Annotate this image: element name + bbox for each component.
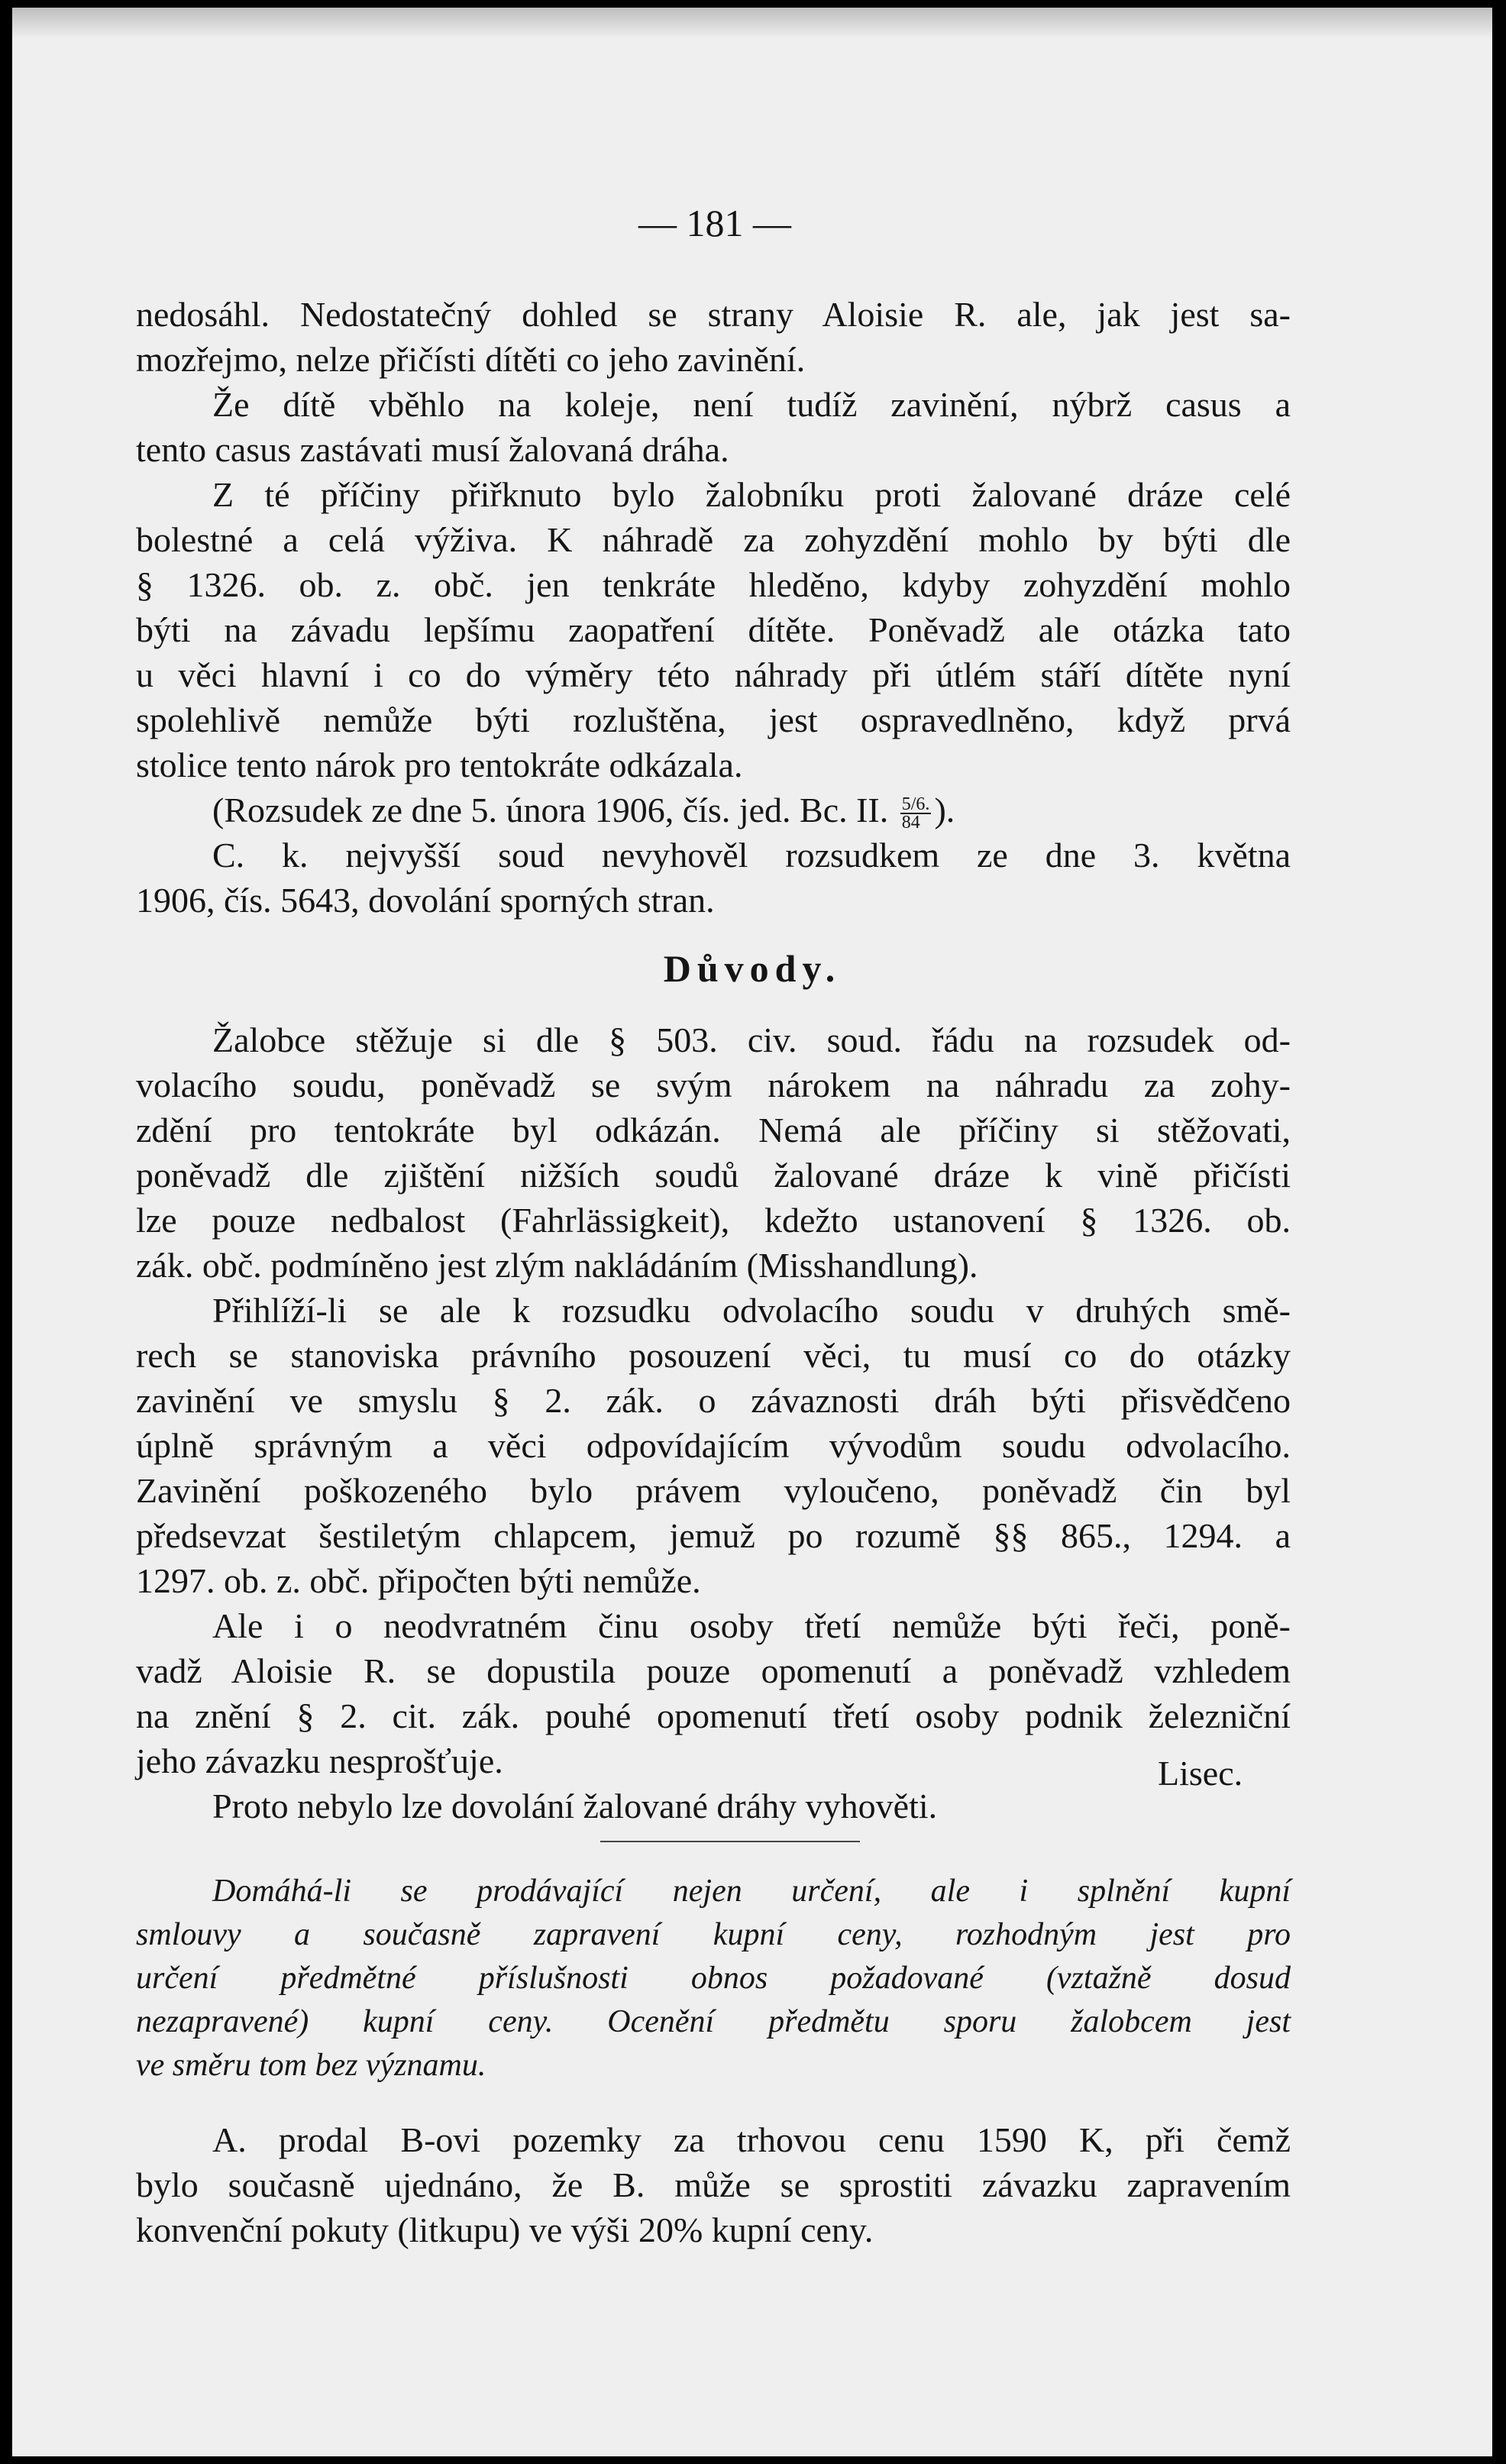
section-divider	[600, 1841, 860, 1842]
text-line: Z té příčiny přiřknuto bylo žalobníku proti žalované dráze celé	[212, 475, 1291, 514]
text-line: úplně správným a věci odpovídajícím vývodům soudu odvolacího.	[136, 1426, 1291, 1465]
text-line: zdění pro tentokráte byl odkázán. Nemá ale příčiny si stěžovati,	[136, 1111, 1291, 1150]
headnote-line: Domáhá-li se prodávající nejen určení, ale i splnění kupní	[212, 1874, 1291, 1909]
text-line: tento casus zastávati musí žalovaná dráha.	[136, 430, 729, 469]
headnote-line: určení předmětné příslušnosti obnos požadované (vztažně dosud	[136, 1961, 1291, 1996]
text-line: vadž Aloisie R. se dopustila pouze opomenutí a poněvadž vzhledem	[136, 1651, 1291, 1690]
fraction-numerator: 5/6.	[901, 794, 930, 815]
signature: Lisec.	[1158, 1754, 1243, 1793]
text-line: na znění § 2. cit. zák. pouhé opomenutí třetí osoby podnik železniční	[136, 1696, 1291, 1735]
text-line: 1906, čís. 5643, dovolání sporných stran.	[136, 881, 715, 920]
text-line: spolehlivě nemůže býti rozluštěna, jest ospravedlněno, když prvá	[136, 700, 1291, 739]
page-number: — 181 —	[638, 202, 791, 244]
text-line: zák. obč. podmíněno jest zlým nakládáním (Misshandlung).	[136, 1246, 978, 1285]
text-line: mozřejmo, nelze přičísti dítěti co jeho zavinění.	[136, 340, 806, 379]
text-line: 1297. ob. z. obč. připočten býti nemůže.	[136, 1561, 701, 1600]
text-line: Žalobce stěžuje si dle § 503. civ. soud. řádu na rozsudek od-	[212, 1020, 1291, 1059]
text-line: předsevzat šestiletým chlapcem, jemuž po rozumě §§ 865., 1294. a	[136, 1516, 1291, 1555]
text-line: býti na závadu lepšímu zaopatření dítěte. Poněvadž ale otázka tato	[136, 610, 1291, 649]
headnote-line: ve směru tom bez významu.	[136, 2048, 486, 2083]
text-line: Proto nebylo lze dovolání žalované dráhy vyhověti.	[212, 1787, 938, 1825]
text-line: u věci hlavní i co do výměry této náhrady při útlém stáří dítěte nyní	[136, 655, 1291, 694]
text-line: konvenční pokuty (litkupu) ve výši 20% kupní ceny.	[136, 2210, 874, 2249]
text-line: A. prodal B-ovi pozemky za trhovou cenu 1590 K, při čemž	[212, 2120, 1291, 2159]
text-line: volacího soudu, poněvadž se svým nárokem na náhradu za zohy-	[136, 1065, 1291, 1104]
section-heading: Důvody.	[663, 947, 842, 990]
reference-fraction	[900, 796, 932, 831]
text-line: rech se stanoviska právního posouzení věci, tu musí co do otázky	[136, 1336, 1291, 1375]
text-line: bylo současně ujednáno, že B. může se sprostiti závazku zapravením	[136, 2165, 1291, 2204]
headnote-line: smlouvy a současně zapravení kupní ceny, rozhodným jest pro	[136, 1917, 1291, 1952]
text-line: lze pouze nedbalost (Fahrlässigkeit), kdežto ustanovení § 1326. ob.	[136, 1201, 1291, 1240]
text-line: Že dítě vběhlo na koleje, není tudíž zavinění, nýbrž casus a	[212, 385, 1291, 424]
fraction-denominator: 84	[901, 813, 920, 833]
text-line: jeho závazku nesprošťuje.	[136, 1741, 503, 1780]
text-line: nedosáhl. Nedostatečný dohled se strany Aloisie R. ale, jak jest sa-	[136, 295, 1291, 334]
text-line: Ale i o neodvratném činu osoby třetí nemůže býti řeči, poně-	[212, 1606, 1291, 1645]
decision-reference	[212, 787, 1291, 833]
text-line: bolestné a celá výživa. K náhradě za zohyzdění mohlo by býti dle	[136, 520, 1291, 559]
text-line: stolice tento nárok pro tentokráte odkázala.	[136, 745, 743, 784]
text-line: zavinění ve smyslu § 2. zák. o závaznosti dráh býti přisvědčeno	[136, 1381, 1291, 1420]
text-line: Přihlíží-li se ale k rozsudku odvolacího soudu v druhých smě-	[212, 1291, 1291, 1330]
headnote-line: nezapravené) kupní ceny. Ocenění předmětu sporu žalobcem jest	[136, 2004, 1291, 2039]
decision-reference-close: ).	[934, 791, 955, 829]
text-line: poněvadž dle zjištění nižších soudů žalované dráze k vině přičísti	[136, 1156, 1291, 1195]
decision-reference-text: (Rozsudek ze dne 5. února 1906, čís. jed. Bc. II.	[212, 791, 897, 829]
scan-edge-shadow	[12, 8, 1492, 38]
text-line: Zavinění poškozeného bylo právem vyloučeno, poněvadž čin byl	[136, 1471, 1291, 1510]
text-line: § 1326. ob. z. obč. jen tenkráte hleděno, kdyby zohyzdění mohlo	[136, 565, 1291, 604]
scanned-page	[12, 8, 1492, 2456]
text-line: C. k. nejvyšší soud nevyhověl rozsudkem ze dne 3. května	[212, 836, 1291, 875]
